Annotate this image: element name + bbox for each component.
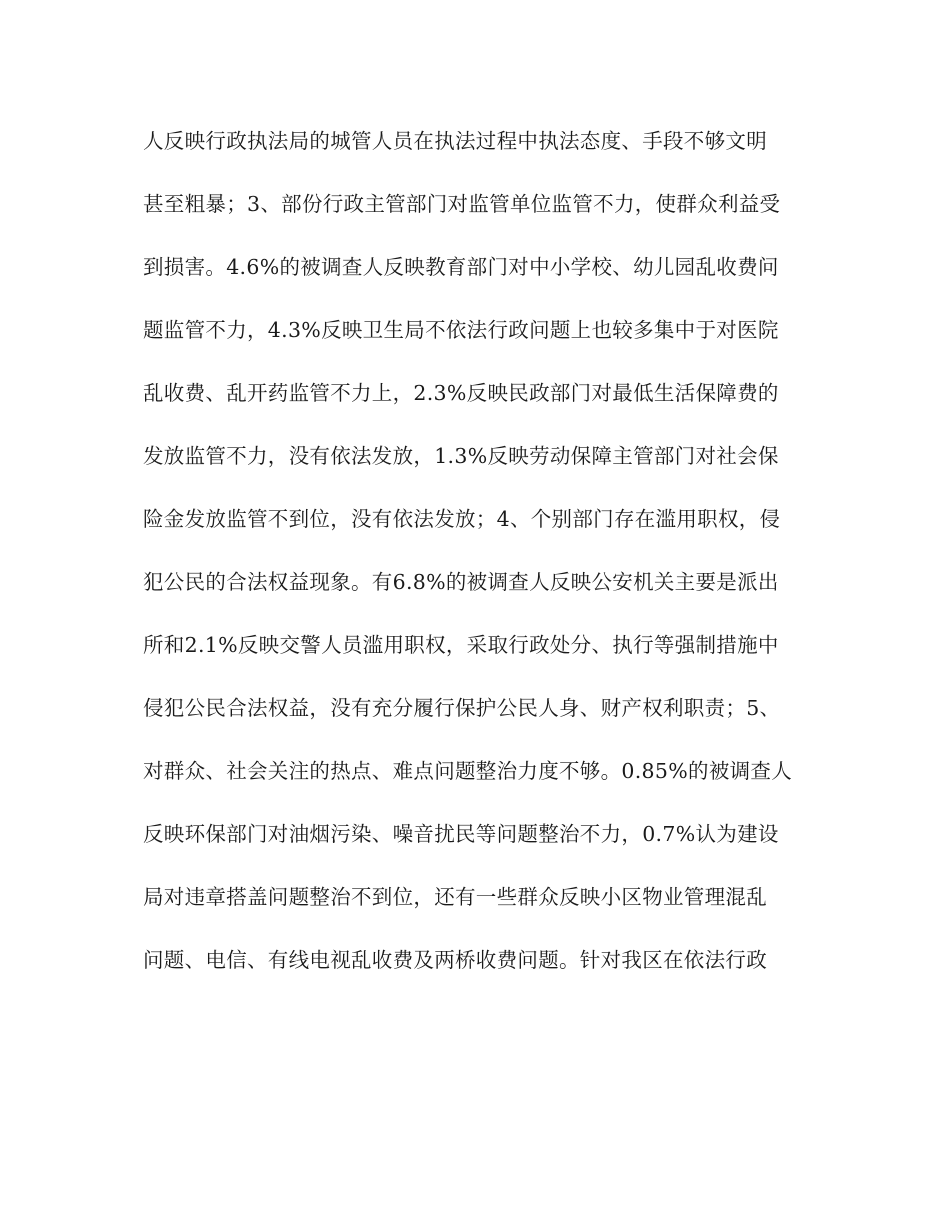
text-line: 局对违章搭盖问题整治不到位，还有一些群众反映小区物业管理混乱: [143, 885, 767, 909]
text-line: 乱收费、乱开药监管不力上，2.3%反映民政部门对最低生活保障费的: [143, 381, 779, 405]
text-line: 对群众、社会关注的热点、难点问题整治力度不够。0.85%的被调查人: [143, 759, 793, 783]
text-line: 犯公民的合法权益现象。有6.8%的被调查人反映公安机关主要是派出: [143, 570, 779, 594]
text-line: 发放监管不力，没有依法发放，1.3%反映劳动保障主管部门对社会保: [143, 444, 779, 468]
body-text: [143, 119, 823, 1001]
text-line: 到损害。4.6%的被调查人反映教育部门对中小学校、幼儿园乱收费问: [143, 255, 779, 279]
text-line: 人反映行政执法局的城管人员在执法过程中执法态度、手段不够文明: [143, 129, 767, 153]
text-line: 所和2.1%反映交警人员滥用职权，采取行政处分、执行等强制措施中: [143, 633, 779, 657]
text-line: 反映环保部门对油烟污染、噪音扰民等问题整治不力，0.7%认为建设: [143, 822, 779, 846]
text-line: 问题、电信、有线电视乱收费及两桥收费问题。针对我区在依法行政: [143, 948, 767, 972]
text-line: 甚至粗暴；3、部份行政主管部门对监管单位监管不力，使群众利益受: [143, 192, 781, 216]
text-line: 险金发放监管不到位，没有依法发放；4、个别部门存在滥用职权，侵: [143, 507, 781, 531]
text-line: 侵犯公民合法权益，没有充分履行保护公民人身、财产权利职责；5、: [143, 696, 781, 720]
text-line: 题监管不力，4.3%反映卫生局不依法行政问题上也较多集中于对医院: [143, 318, 779, 342]
